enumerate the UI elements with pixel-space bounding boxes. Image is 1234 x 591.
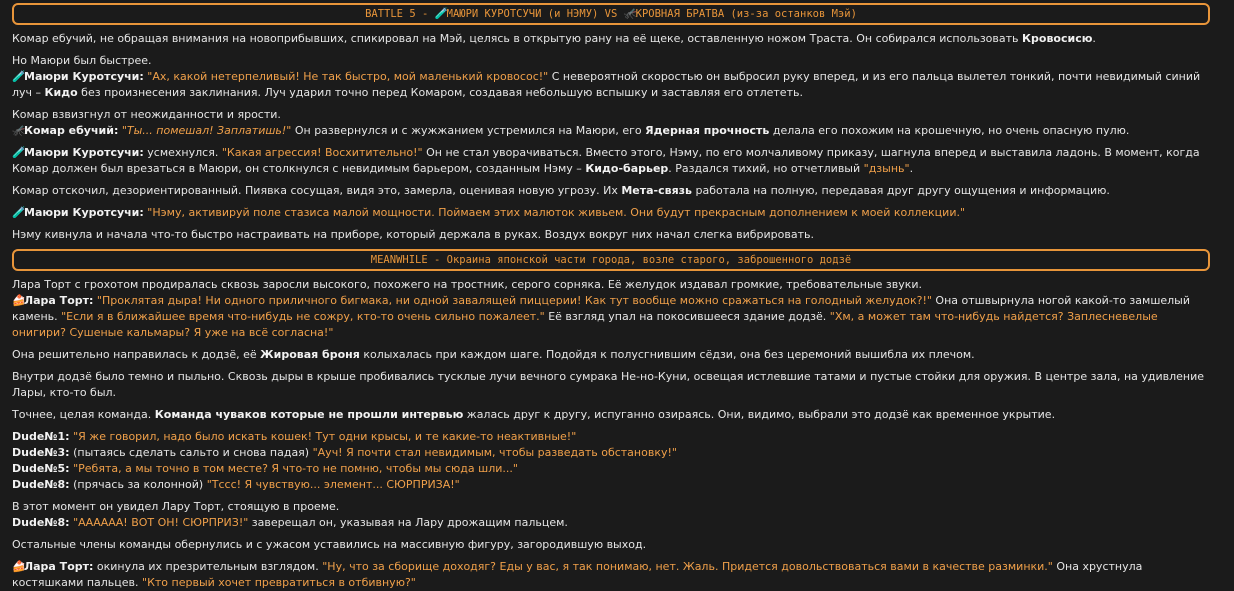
paragraph-6: 🧪Маюри Куротсучи: усмехнулся. "Какая агрессия! Восхитительно!" Он не стал уворачиваться. Вместо этого, Нэму, по его молчаливому приказу, шагнула вперед и выставила ладонь. В момент, когда Комар должен был врезаться в Маюри, он столкнулся с невидимым барьером, созданным Нэму – Кидо-барьер. Раздался тихий, но отчетливый "дзынь". — [12, 146, 1200, 175]
test-tube-icon: 🧪 — [12, 206, 26, 219]
dudes-dialogue — [12, 429, 1210, 493]
paragraph-10-11 — [12, 277, 1210, 341]
paragraph-16: Остальные члены команды обернулись и с ужасом уставились на массивную фигуру, загородившую выход. — [12, 538, 647, 551]
paragraph-14: Точнее, целая команда. Команда чуваков которые не прошли интервью жалась друг к другу, испуганно озираясь. Они, видимо, выбрали это додзё как временное укрытие. — [12, 408, 1056, 421]
paragraph-5: 🦟Комар ебучий: "Ты... помешал! Заплатишь!" Он развернулся и с жужжанием устремился на Маюри, его Ядерная прочность делала его похожим на крошечную, но очень опасную пулю. — [12, 124, 1130, 137]
mosquito-icon: 🦟 — [12, 124, 26, 137]
dude-line: Dude№3: (пытаясь сделать сальто и снова падая) "Ауч! Я почти стал невидимым, чтобы разведать обстановку!" — [12, 446, 677, 459]
cake-icon: 🍰 — [12, 294, 26, 307]
paragraph-15b: Dude№8: "АААААА! ВОТ ОН! СЮРПРИЗ!" заверещал он, указывая на Лару дрожащим пальцем. — [12, 516, 568, 529]
paragraph-15 — [12, 499, 1210, 531]
banner-right-side: КРОВНАЯ БРАТВА (из-за останков Мэй) — [635, 8, 857, 20]
banner-left-side: МАЮРИ КУРОТСУЧИ (и НЭМУ) VS — [446, 8, 624, 20]
speaker-name: Лара Торт: — [24, 560, 94, 573]
dude-line: Dude№1: "Я же говорил, надо было искать кошек! Тут одни крысы, и те какие-то неактивные!" — [12, 430, 577, 443]
paragraph-15a: В этот момент он увидел Лару Торт, стоящую в проеме. — [12, 500, 340, 513]
mosquito-icon: 🦟 — [623, 7, 638, 20]
test-tube-icon: 🧪 — [12, 146, 26, 159]
paragraph-4: Комар взвизгнул от неожиданности и ярости. — [12, 108, 281, 121]
speaker-name: Маюри Куротсучи: — [24, 70, 144, 83]
paragraph-8: 🧪Маюри Куротсучи: "Нэму, активируй поле стазиса малой мощности. Поймаем этих малюток живьем. Они будут прекрасным дополнением к моей коллекции." — [12, 206, 966, 219]
paragraph-4-5 — [12, 107, 1210, 139]
paragraph-1: Комар ебучий, не обращая внимания на новоприбывших, спикировал на Мэй, целясь в открытую рану на её щеке, оставленную ножом Траста. Он собирался использовать Кровосисю. — [12, 32, 1096, 45]
dude-line: Dude№8: (прячась за колонной) "Тссс! Я чувствую... элемент... СЮРПРИЗА!" — [12, 478, 460, 491]
paragraph-2-3 — [12, 53, 1210, 101]
test-tube-icon: 🧪 — [12, 70, 26, 83]
speaker-name: Лара Торт: — [24, 294, 94, 307]
meanwhile-banner: MEANWHILE - Окраина японской части города, возле старого, заброшенного додзё — [12, 249, 1210, 271]
paragraph-17: 🍰Лара Торт: окинула их презрительным взглядом. "Ну, что за сборище доходяг? Еды у вас, я так понимаю, нет. Жаль. Придется довольствоваться вами в качестве разминки." Она хрустнула костяшками пальцев. "Кто первый хочет превратиться в отбивную?" — [12, 560, 1143, 589]
speaker-name: Маюри Куротсучи: — [24, 146, 144, 159]
paragraph-2: Но Маюри был быстрее. — [12, 54, 152, 67]
cake-icon: 🍰 — [12, 560, 26, 573]
paragraph-9: Нэму кивнула и начала что-то быстро настраивать на приборе, который держала в руках. Воздух вокруг них начал слегка вибрировать. — [12, 228, 814, 241]
paragraph-10: Лара Торт с грохотом продиралась сквозь заросли высокого, похожего на тростник, серого сорняка. Её желудок издавал громкие, требовательные звуки. — [12, 278, 923, 291]
battle-banner — [12, 3, 1210, 25]
banner-prefix: BATTLE 5 - — [365, 8, 435, 20]
speaker-name: Маюри Куротсучи: — [24, 206, 144, 219]
dude-line: Dude№5: "Ребята, а мы точно в том месте? Я что-то не помню, чтобы мы сюда шли..." — [12, 462, 518, 475]
paragraph-11: 🍰Лара Торт: "Проклятая дыра! Ни одного приличного бигмака, ни одной завалящей пиццерии! Как тут вообще можно сражаться на голодный желудок?!" Она отшвырнула ногой какой-то замшелый камень. "Если я в ближайшее время что-нибудь не сожру, кто-то очень сильно пожалеет." Её взгляд упал на покосившееся здание додзё. "Хм, а может там что-нибудь найдется? Заплесневелые онигири? Сушеные кальмары? Я уже на всё согласна!" — [12, 294, 1191, 339]
speaker-name: Комар ебучий: — [24, 124, 119, 137]
paragraph-7: Комар отскочил, дезориентированный. Пиявка сосущая, видя это, замерла, оценивая новую угрозу. Их Мета-связь работала на полную, передавая друг другу ощущения и информацию. — [12, 184, 1110, 197]
test-tube-icon: 🧪 — [434, 7, 449, 20]
paragraph-13: Внутри додзё было темно и пыльно. Сквозь дыры в крыше пробивались тусклые лучи вечного сумрака Не-но-Куни, освещая истлевшие татами и пустые стойки для оружия. В центре зала, на удивление Лары, кто-то был. — [12, 370, 1205, 399]
paragraph-3: 🧪Маюри Куротсучи: "Ах, какой нетерпеливый! Не так быстро, мой маленький кровосос!" С невероятной скоростью он выбросил руку вперед, и из его пальца вылетел тонкий, почти невидимый синий луч – Кидо без произнесения заклинания. Луч ударил точно перед Комаром, создавая небольшую вспышку и заставляя его отлететь. — [12, 70, 1201, 99]
paragraph-12: Она решительно направилась к додзё, её Жировая броня колыхалась при каждом шаге. Подойдя к полусгнившим сёдзи, она без церемоний вышибла их плечом. — [12, 348, 975, 361]
